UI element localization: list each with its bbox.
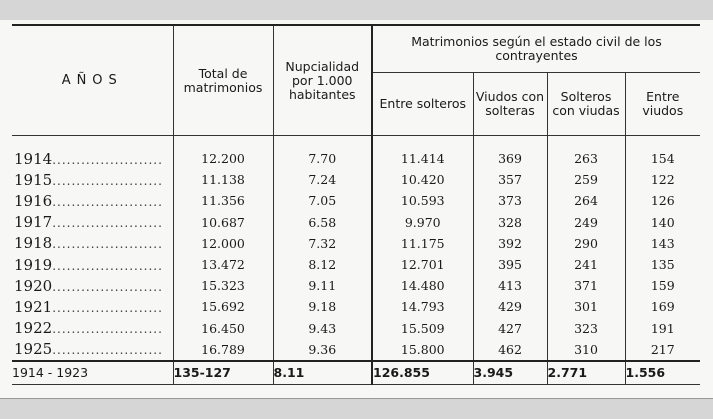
cell-c2: 392	[473, 233, 547, 254]
totals-rate: 8.11	[273, 361, 372, 385]
table-row	[12, 339, 700, 361]
year-label: 1922	[14, 319, 53, 338]
bottom-scan-band	[0, 398, 713, 419]
marriages-table	[12, 24, 700, 385]
cell-total: 11.138	[173, 169, 273, 190]
table-row	[12, 190, 700, 211]
cell-c2: 373	[473, 190, 547, 211]
cell-total: 15.692	[173, 296, 273, 317]
cell-c4: 140	[625, 212, 700, 233]
totals-label: 1914 - 1923	[12, 361, 173, 385]
table-row	[12, 169, 700, 190]
table-body	[12, 136, 700, 361]
row-year: 1920.......................	[14, 276, 163, 295]
year-label: 1919	[14, 255, 53, 274]
cell-c2: 369	[473, 136, 547, 169]
row-year: 1921.......................	[14, 297, 163, 316]
cell-c4: 191	[625, 318, 700, 339]
cell-c1: 15.509	[372, 318, 473, 339]
table-row	[12, 212, 700, 233]
cell-c3: 263	[547, 136, 625, 169]
header-years: AÑOS	[12, 25, 173, 136]
cell-c2: 429	[473, 296, 547, 317]
year-label: 1918	[14, 234, 53, 253]
cell-rate: 9.43	[273, 318, 372, 339]
cell-c4: 143	[625, 233, 700, 254]
row-year: 1914.......................	[14, 149, 163, 168]
cell-total: 12.000	[173, 233, 273, 254]
cell-c4: 135	[625, 254, 700, 275]
row-year: 1922.......................	[14, 319, 163, 338]
cell-c3: 290	[547, 233, 625, 254]
row-year: 1925.......................	[14, 340, 163, 359]
year-label: 1914	[14, 149, 53, 168]
year-label: 1915	[14, 170, 53, 189]
row-year: 1916.......................	[14, 191, 163, 210]
cell-c4: 169	[625, 296, 700, 317]
header-entre-solteros: Entre solteros	[372, 73, 473, 136]
table-row	[12, 275, 700, 296]
row-year: 1918.......................	[14, 234, 163, 253]
year-label: 1916	[14, 191, 53, 210]
cell-total: 15.323	[173, 275, 273, 296]
table-row	[12, 136, 700, 169]
cell-rate: 8.12	[273, 254, 372, 275]
cell-c1: 10.420	[372, 169, 473, 190]
cell-c1: 14.480	[372, 275, 473, 296]
header-total: Total de matrimonios	[173, 25, 273, 136]
table-row	[12, 318, 700, 339]
cell-c3: 323	[547, 318, 625, 339]
cell-rate: 7.70	[273, 136, 372, 169]
cell-c4: 122	[625, 169, 700, 190]
cell-c4: 159	[625, 275, 700, 296]
cell-c3: 259	[547, 169, 625, 190]
cell-total: 11.356	[173, 190, 273, 211]
cell-rate: 7.05	[273, 190, 372, 211]
top-scan-band	[0, 0, 713, 21]
year-label: 1925	[14, 340, 53, 359]
totals-total: 135-127	[173, 361, 273, 385]
row-year: 1917.......................	[14, 213, 163, 232]
year-label: 1921	[14, 297, 53, 316]
cell-c3: 249	[547, 212, 625, 233]
cell-rate: 6.58	[273, 212, 372, 233]
header-solteros-con-viudas: Solteros con viudas	[547, 73, 625, 136]
cell-total: 16.789	[173, 339, 273, 361]
cell-rate: 7.32	[273, 233, 372, 254]
cell-c1: 14.793	[372, 296, 473, 317]
cell-c1: 9.970	[372, 212, 473, 233]
cell-c2: 328	[473, 212, 547, 233]
cell-rate: 9.11	[273, 275, 372, 296]
header-civil-status-group: Matrimonios según el estado civil de los contrayentes	[372, 25, 700, 73]
cell-c2: 395	[473, 254, 547, 275]
table-row	[12, 233, 700, 254]
totals-solteros-con-viudas: 2.771	[547, 361, 625, 385]
cell-c4: 217	[625, 339, 700, 361]
cell-c2: 357	[473, 169, 547, 190]
cell-c1: 15.800	[372, 339, 473, 361]
year-label: 1920	[14, 276, 53, 295]
row-year: 1919.......................	[14, 255, 163, 274]
totals-viudos-con-solteras: 3.945	[473, 361, 547, 385]
document-page	[0, 20, 713, 398]
cell-c2: 413	[473, 275, 547, 296]
cell-c3: 241	[547, 254, 625, 275]
cell-c4: 126	[625, 190, 700, 211]
cell-c2: 427	[473, 318, 547, 339]
cell-c3: 301	[547, 296, 625, 317]
cell-c3: 264	[547, 190, 625, 211]
cell-rate: 9.36	[273, 339, 372, 361]
cell-rate: 9.18	[273, 296, 372, 317]
cell-c1: 11.175	[372, 233, 473, 254]
cell-total: 16.450	[173, 318, 273, 339]
cell-c4: 154	[625, 136, 700, 169]
cell-c1: 12.701	[372, 254, 473, 275]
table-row	[12, 254, 700, 275]
row-year: 1915.......................	[14, 170, 163, 189]
table-row	[12, 296, 700, 317]
cell-c1: 11.414	[372, 136, 473, 169]
year-label: 1917	[14, 213, 53, 232]
header-viudos-con-solteras: Viudos con solteras	[473, 73, 547, 136]
cell-c3: 310	[547, 339, 625, 361]
totals-row	[12, 361, 700, 385]
header-entre-viudos: Entre viudos	[625, 73, 700, 136]
cell-total: 10.687	[173, 212, 273, 233]
cell-c3: 371	[547, 275, 625, 296]
header-rate: Nupcialidad por 1.000 habitantes	[273, 25, 372, 136]
cell-total: 12.200	[173, 136, 273, 169]
cell-rate: 7.24	[273, 169, 372, 190]
totals-entre-solteros: 126.855	[372, 361, 473, 385]
totals-entre-viudos: 1.556	[625, 361, 700, 385]
cell-total: 13.472	[173, 254, 273, 275]
cell-c1: 10.593	[372, 190, 473, 211]
cell-c2: 462	[473, 339, 547, 361]
